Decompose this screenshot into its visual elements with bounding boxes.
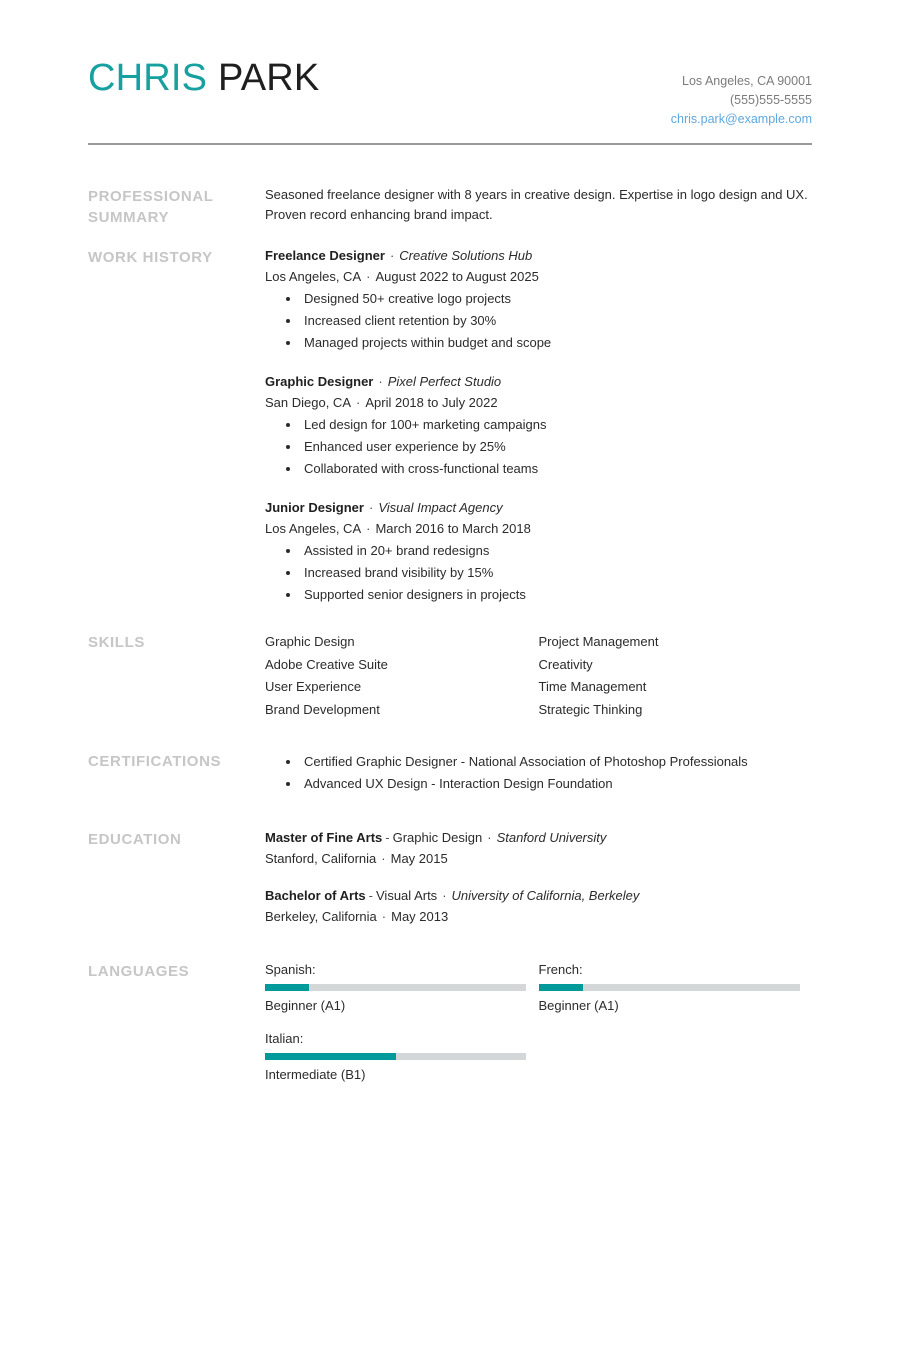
education-degree: Bachelor of Arts <box>265 888 366 903</box>
job-bullet-list <box>265 540 812 606</box>
education-date: May 2013 <box>391 909 449 924</box>
skill-item: User Experience <box>265 679 362 694</box>
section-body-summary <box>265 185 812 225</box>
certification-item: Advanced UX Design - Interaction Design Foundation <box>286 773 812 795</box>
job-entry <box>265 498 812 606</box>
language-level: Beginner (A1) <box>538 998 619 1013</box>
job-entry <box>265 246 812 354</box>
language-proficiency-fill <box>265 1053 396 1060</box>
section-body-languages <box>265 960 812 1098</box>
language-proficiency-fill <box>539 984 583 991</box>
job-entry <box>265 372 812 480</box>
job-meta <box>265 266 812 287</box>
job-meta-separator-dot: · <box>366 521 371 536</box>
education-location: Stanford, California <box>265 851 377 866</box>
header-divider <box>88 143 812 145</box>
job-company: Creative Solutions Hub <box>399 248 533 263</box>
job-bullet: Collaborated with cross-functional teams <box>286 458 812 480</box>
language-level: Beginner (A1) <box>265 998 346 1013</box>
education-date: May 2015 <box>390 851 448 866</box>
job-bullet-list <box>265 288 812 354</box>
education-dash: - <box>368 888 373 903</box>
education-field: Graphic Design <box>392 830 483 845</box>
job-meta <box>265 392 812 413</box>
job-company: Visual Impact Agency <box>378 500 503 515</box>
job-bullet: Assisted in 20+ brand redesigns <box>286 540 812 562</box>
language-name: Spanish: <box>265 962 316 977</box>
job-meta-separator-dot: · <box>366 269 371 284</box>
section-body-skills <box>265 631 812 721</box>
section-heading-education: EDUCATION <box>88 831 182 848</box>
section-work-history <box>88 246 812 606</box>
section-heading-languages: LANGUAGES <box>88 963 190 980</box>
skill-item: Strategic Thinking <box>538 701 643 717</box>
section-heading-work-history: WORK HISTORY <box>88 249 213 266</box>
job-bullet: Increased brand visibility by 15% <box>286 562 812 584</box>
skill-item: Creativity <box>538 656 593 672</box>
job-dates: April 2018 to July 2022 <box>365 395 498 410</box>
job-meta-separator-dot: · <box>356 395 361 410</box>
contact-phone[interactable]: (555)555-5555 <box>729 93 812 107</box>
section-heading-summary: PROFESSIONAL SUMMARY <box>88 188 214 226</box>
education-headline <box>265 886 812 906</box>
job-location: Los Angeles, CA <box>265 521 362 536</box>
job-headline <box>265 498 812 518</box>
education-meta <box>265 906 812 927</box>
contact-block <box>671 56 812 129</box>
job-bullet: Designed 50+ creative logo projects <box>286 288 812 310</box>
last-name: PARK <box>218 57 320 99</box>
job-bullet: Supported senior designers in projects <box>286 584 812 606</box>
section-body-certifications <box>265 750 812 795</box>
first-name: CHRIS <box>88 57 208 99</box>
job-bullet: Led design for 100+ marketing campaigns <box>286 414 812 436</box>
contact-location: Los Angeles, CA 90001 <box>682 74 812 88</box>
language-proficiency-bar <box>265 1053 526 1060</box>
job-separator-dot: · <box>378 374 383 389</box>
skill-item: Graphic Design <box>265 634 355 649</box>
education-entry <box>265 828 812 869</box>
job-separator-dot: · <box>389 248 395 263</box>
skill-item: Brand Development <box>265 701 380 717</box>
job-headline <box>265 372 812 392</box>
education-separator-dot: · <box>487 830 492 845</box>
education-field: Visual Arts <box>376 888 438 903</box>
job-dates: March 2016 to March 2018 <box>375 521 531 536</box>
language-proficiency-fill <box>265 984 309 991</box>
job-bullet: Managed projects within budget and scope <box>286 332 812 354</box>
language-item <box>539 960 813 1016</box>
job-headline <box>265 246 812 266</box>
summary-text: Seasoned freelance designer with 8 years in creative design. Expertise in logo design and UX. Proven record enhancing brand impact. <box>265 187 808 222</box>
section-body-work-history <box>265 246 812 606</box>
section-languages <box>88 960 812 1098</box>
job-location: San Diego, CA <box>265 395 351 410</box>
skills-columns <box>265 631 812 721</box>
section-certifications <box>88 750 812 795</box>
section-heading-skills: SKILLS <box>88 634 145 651</box>
skills-column-right <box>539 631 813 721</box>
skills-column-left <box>265 631 539 721</box>
education-meta-separator-dot: · <box>381 909 387 924</box>
language-proficiency-bar <box>265 984 526 991</box>
job-location: Los Angeles, CA <box>265 269 362 284</box>
education-degree: Master of Fine Arts <box>265 830 383 845</box>
job-title: Junior Designer <box>265 500 364 515</box>
resume-content <box>88 0 812 1098</box>
job-title: Graphic Designer <box>265 374 374 389</box>
education-meta-separator-dot: · <box>381 851 386 866</box>
education-school: University of California, Berkeley <box>451 888 640 903</box>
education-separator-dot: · <box>442 888 447 903</box>
skill-item: Adobe Creative Suite <box>265 656 388 672</box>
education-meta <box>265 848 812 869</box>
section-body-education <box>265 828 812 927</box>
certification-item: Certified Graphic Designer - National Association of Photoshop Professionals <box>286 751 812 773</box>
skill-item: Time Management <box>538 679 647 694</box>
skill-item: Project Management <box>538 634 659 649</box>
language-item <box>265 1029 539 1085</box>
education-entry <box>265 886 812 927</box>
job-meta <box>265 518 812 539</box>
language-grid <box>265 960 812 1098</box>
job-bullet-list <box>265 414 812 480</box>
language-proficiency-bar <box>539 984 800 991</box>
job-separator-dot: · <box>368 500 374 515</box>
job-bullet: Increased client retention by 30% <box>286 310 812 332</box>
language-item <box>265 960 539 1016</box>
job-title: Freelance Designer <box>265 248 385 263</box>
language-name: Italian: <box>265 1031 304 1046</box>
education-headline <box>265 828 812 848</box>
job-company: Pixel Perfect Studio <box>387 374 502 389</box>
section-professional-summary <box>88 185 812 228</box>
section-skills <box>88 631 812 721</box>
language-level: Intermediate (B1) <box>265 1067 366 1082</box>
language-name: French: <box>538 962 583 977</box>
education-school: Stanford University <box>496 830 607 845</box>
certification-list <box>265 751 812 795</box>
contact-email[interactable]: chris.park@example.com <box>670 112 812 126</box>
education-location: Berkeley, California <box>265 909 377 924</box>
job-bullet: Enhanced user experience by 25% <box>286 436 812 458</box>
candidate-name <box>88 56 319 100</box>
section-heading-certifications: CERTIFICATIONS <box>88 753 222 770</box>
section-education <box>88 828 812 927</box>
resume-header <box>88 0 812 129</box>
job-dates: August 2022 to August 2025 <box>375 269 539 284</box>
education-dash: - <box>385 830 390 845</box>
